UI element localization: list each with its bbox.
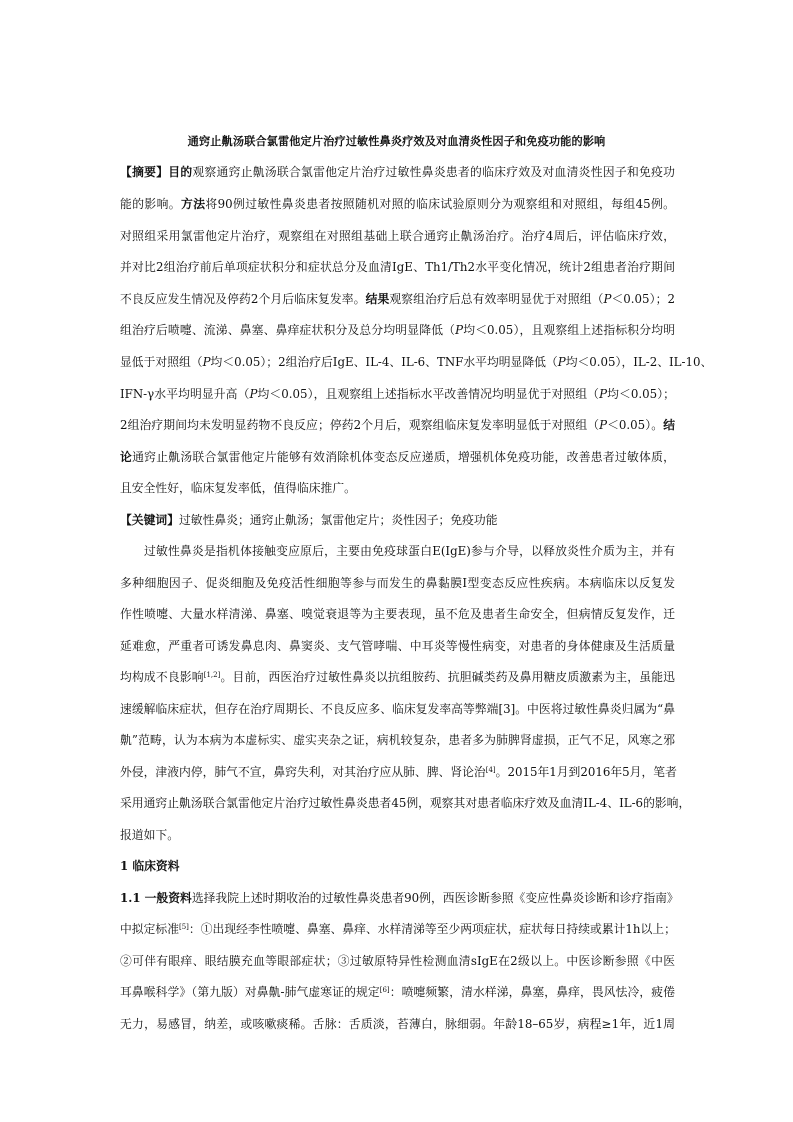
citation: [1,2] <box>203 671 221 679</box>
intro-line-10: 报道如下。 <box>120 828 179 842</box>
section-1-1-line-4: 耳鼻喉科学》（第九版）对鼻鼽-肺气虚寒证的规定[6]：喷嚏频繁，清水样涕，鼻塞，鼻痒，畏风怯冷，疲倦 <box>120 985 675 999</box>
paper-title: 通窍止鼽汤联合氯雷他定片治疗过敏性鼻炎疗效及对血清炎性因子和免疫功能的影响 <box>187 135 606 148</box>
abstract-purpose-label: 目的 <box>168 165 193 179</box>
intro-line-8: 外侵，津液内停，肺气不宣，鼻窍失利，对其治疗应从肺、脾、肾论治[4]。2015年1月到2016年5月，笔者 <box>120 765 677 779</box>
citation: [5] <box>179 923 189 931</box>
subsection-number: 1.1 <box>120 891 141 905</box>
section-1-1-line-2: 中拟定标准[5]：①出现经李性喷嚏、鼻塞、鼻痒、水样清涕等至少两项症状，症状每日持续或累计1h以上； <box>120 922 676 936</box>
abstract-line-7: 显低于对照组（P均＜0.05）；2组治疗后IgE、IL-4、IL-6、TNF水平均明显降低（P均＜0.05），IL-2、IL-10、 <box>120 355 713 369</box>
intro-line-2: 多种细胞因子、促炎细胞及免疫活性细胞等参与而发生的鼻黏膜Ⅰ型变态反应性疾病。本病临床以反复发 <box>120 576 675 590</box>
section-1-1-line-5: 无力，易感冒，纳差，或咳嗽痰稀。舌脉：舌质淡，苔薄白，脉细弱。年龄18–65岁，病程≥1年，近1周 <box>120 1017 675 1031</box>
abstract-line-2: 能的影响。方法将90例过敏性鼻炎患者按照随机对照的临床试验原则分为观察组和对照组，每组45例。 <box>120 197 675 211</box>
abstract-line-1: 【摘要】目的观察通窍止鼽汤联合氯雷他定片治疗过敏性鼻炎患者的临床疗效及对血清炎性因子和免疫功 <box>120 165 675 179</box>
intro-line-7: 鼽”范畴，认为本病为本虚标实、虚实夹杂之证，病机较复杂，患者多为肺脾肾虚损，正气不足，风寒之邪 <box>120 733 675 747</box>
keywords-label: 【关键词】 <box>120 513 179 527</box>
keywords-text: 过敏性鼻炎；通窍止鼽汤；氯雷他定片；炎性因子；免疫功能 <box>179 513 498 527</box>
abstract-conclusion-label: 结 <box>663 418 675 432</box>
citation: [6] <box>379 986 390 994</box>
subsection-heading: 一般资料 <box>140 891 192 905</box>
intro-line-9: 采用通窍止鼽汤联合氯雷他定片治疗过敏性鼻炎患者45例，观察其对患者临床疗效及血清IL-4、IL-6的影响， <box>120 796 691 810</box>
intro-line-6: 速缓解临床症状，但存在治疗周期长、不良反应多、临床复发率高等弊端[3]。中医将过敏性鼻炎归属为“鼻 <box>120 702 675 716</box>
abstract-result-label: 结果 <box>365 292 390 306</box>
citation: [4] <box>485 766 496 774</box>
intro-line-4: 延难愈，严重者可诱发鼻息肉、鼻窦炎、支气管哮喘、中耳炎等慢性病变，对患者的身体健康及生活质量 <box>120 639 675 653</box>
intro-line-1: 过敏性鼻炎是指机体接触变应原后，主要由免疫球蛋白E(IgE)参与介导，以释放炎性介质为主，并有 <box>144 544 675 558</box>
intro-line-3: 作性喷嚏、大量水样清涕、鼻塞、嗅觉衰退等为主要表现，虽不危及患者生命安全，但病情反复发作，迁 <box>120 607 675 621</box>
section-1-1-line-1: 1.1 一般资料选择我院上述时期收治的过敏性鼻炎患者90例，西医诊断参照《变应性鼻炎诊断和诊疗指南》 <box>120 891 679 905</box>
abstract-line-8: IFN-γ水平均明显升高（P均＜0.05），且观察组上述指标水平改善情况均明显优于对照组（P均＜0.05）； <box>120 387 675 401</box>
abstract-label: 【摘要】 <box>120 165 169 179</box>
abstract-method-label: 方法 <box>181 197 206 211</box>
keywords <box>120 511 675 529</box>
abstract-line-9: 2组治疗期间均未发明显药物不良反应；停药2个月后，观察组临床复发率明显低于对照组（P＜0.05）。结 <box>120 418 675 432</box>
abstract-line-6: 组治疗后喷嚏、流涕、鼻塞、鼻痒症状积分及总分均明显降低（P均＜0.05），且观察组上述指标积分均明 <box>120 323 675 337</box>
intro-line-5: 均构成不良影响[1,2]。目前，西医治疗过敏性鼻炎以抗组胺药、抗胆碱类药及鼻用糖皮质激素为主，虽能迅 <box>120 670 675 684</box>
abstract-line-11: 且安全性好，临床复发率低，值得临床推广。 <box>120 481 356 495</box>
abstract-line-10: 论通窍止鼽汤联合氯雷他定片能够有效消除机体变态反应递质，增强机体免疫功能，改善患者过敏体质， <box>120 450 675 464</box>
abstract-line-5: 不良反应发生情况及停药2个月后临床复发率。结果观察组治疗后总有效率明显优于对照组（P＜0.05）；2 <box>120 292 675 306</box>
section-1-1-line-3: ②可伴有眼痒、眼结膜充血等眼部症状；③过敏原特异性检测血清sIgE在2级以上。中医诊断参照《中医 <box>120 954 675 968</box>
section-heading-1: 1 临床资料 <box>120 859 180 873</box>
abstract-line-3: 对照组采用氯雷他定片治疗，观察组在对照组基础上联合通窍止鼽汤治疗。治疗4周后，评估临床疗效， <box>120 229 675 243</box>
abstract-line-4: 并对比2组治疗前后单项症状积分和症状总分及血清IgE、Th1/Th2水平变化情况，统计2组患者治疗期间 <box>120 260 675 274</box>
